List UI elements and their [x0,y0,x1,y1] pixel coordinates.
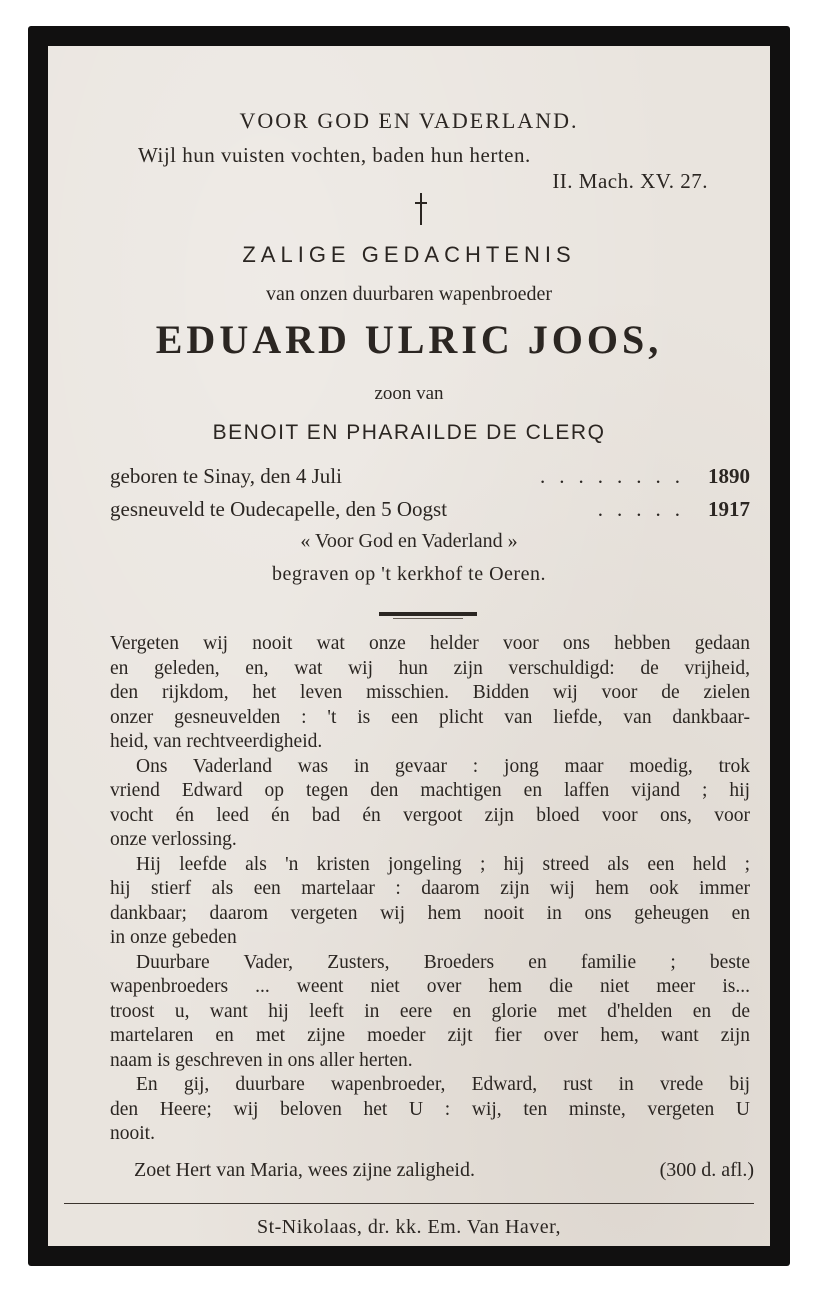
death-leader-dots: ..... [597,497,694,521]
birth-label: geboren te Sinay, den 4 Juli [110,464,342,488]
ornamental-divider-thin [393,618,463,619]
memorial-text-line: dankbaar; daarom vergeten wij hem nooit in ons geheugen en [110,902,750,924]
memorial-text-line: wapenbroeders ... weent niet over hem die niet meer is... [110,976,750,997]
birth-line [110,464,750,489]
death-year: 1917 [708,497,750,521]
memorial-text-line: vocht én leed én bad én vergoot zijn bloed voor ons, voor [110,804,750,826]
closing-line [108,1159,754,1182]
birth-leader-dots: ........ [540,464,694,488]
burial-line: begraven op 't kerkhof te Oeren. [272,563,546,585]
memorial-text-line: heid, van rechtveerdigheid. [110,731,323,752]
memorial-text-line: troost u, want hij leeft in eere en glorie met d'helden en de [110,1000,750,1022]
parents-names: BENOIT EN PHARAILDE DE CLERQ [212,421,606,444]
motto: VOOR GOD EN VADERLAND. [239,108,579,133]
memorial-text-line: Ons Vaderland was in gevaar : jong maar moedig, trok [136,755,750,777]
memorial-heading: ZALIGE GEDACHTENIS [242,242,576,267]
memorial-text-line: onze verlossing. [110,829,237,850]
ornamental-divider [379,612,477,616]
death-line [110,497,750,522]
card-paper [48,46,770,1246]
memorial-text-line: onzer gesneuvelden : 't is een plicht van liefde, van dankbaar- [110,706,750,728]
footer-rule [64,1203,754,1204]
memorial-card [28,26,790,1266]
memorial-text-line: Duurbare Vader, Zusters, Broeders en familie ; beste [136,951,750,973]
memorial-text-line: vriend Edward op tegen den machtigen en laffen vijand ; hij [110,780,750,801]
memorial-subheading: van onzen duurbaren wapenbroeder [266,283,552,305]
birth-year: 1890 [708,464,750,488]
motto-quote: « Voor God en Vaderland » [300,530,518,552]
memorial-text-line: Vergeten wij nooit wat onze helder voor ons hebben gedaan [110,633,750,654]
scripture-verse: Wijl hun vuisten vochten, baden hun herten. [138,143,531,167]
closing-prayer: Zoet Hert van Maria, wees zijne zaligheid. [134,1159,475,1181]
memorial-text-line: in onze gebeden [110,927,237,948]
memorial-text-line: naam is geschreven in ons aller herten. [110,1049,413,1071]
scripture-reference: II. Mach. XV. 27. [552,169,708,193]
memorial-text-line: martelaren en met zijne moeder zijt fier over hem, want zijn [110,1025,750,1046]
indulgence-note: (300 d. afl.) [659,1159,754,1181]
memorial-text-line: hij stierf als een martelaar : daarom zijn wij hem ook immer [110,878,750,899]
memorial-text-line: nooit. [110,1123,155,1144]
printer-imprint: St-Nikolaas, dr. kk. Em. Van Haver, [256,1216,562,1238]
latin-cross-icon [415,193,427,225]
memorial-text-line: en geleden, en, wat wij hun zijn verschuldigd: de vrijheid, [110,657,750,679]
memorial-text-line: Hij leefde als 'n kristen jongeling ; hij streed als een held ; [136,853,750,875]
memorial-text-line: den Heere; wij beloven het U : wij, ten minste, vergeten U [110,1098,750,1120]
deceased-name: EDUARD ULRIC JOOS, [155,317,663,362]
son-of-label: zoon van [374,383,444,404]
death-label: gesneuveld te Oudecapelle, den 5 Oogst [110,497,448,521]
memorial-text-line: den rijkdom, het leven misschien. Bidden wij voor de zielen [110,682,750,703]
memorial-text-line: En gij, duurbare wapenbroeder, Edward, rust in vrede bij [136,1074,750,1095]
memorial-text [110,632,750,1147]
